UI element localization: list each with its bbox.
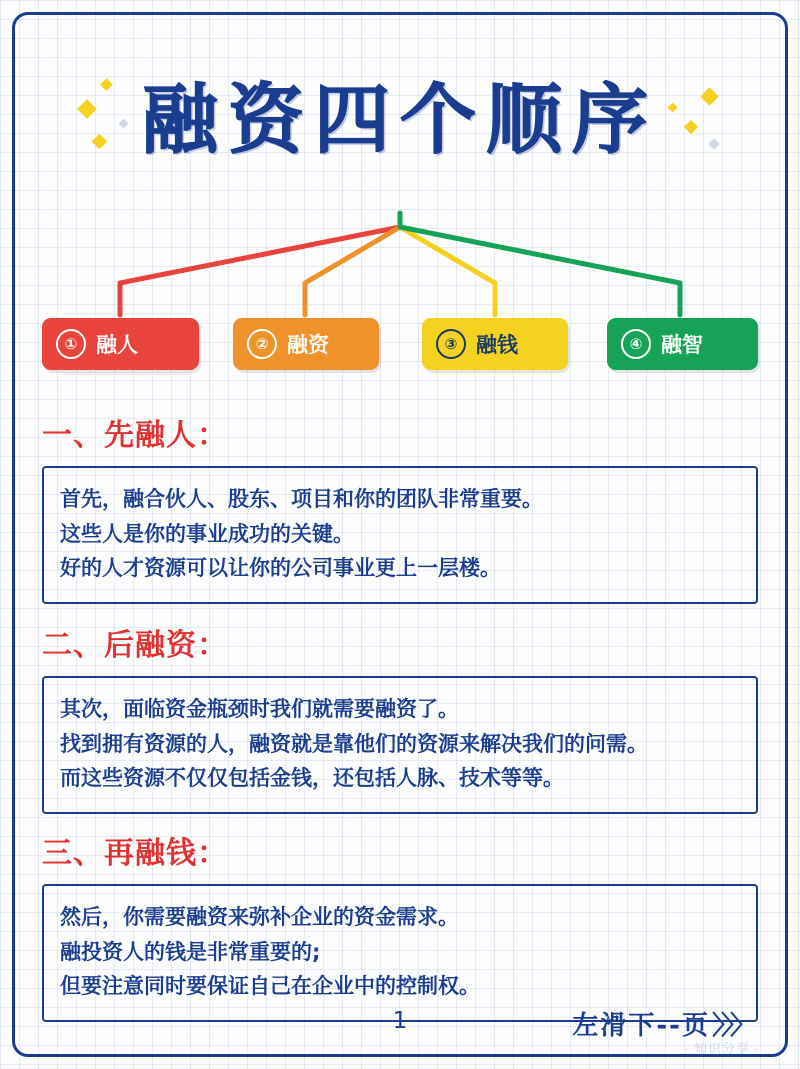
sparkle-icon bbox=[684, 120, 698, 134]
sparkle-icon bbox=[77, 99, 97, 119]
tag-number: ④ bbox=[621, 329, 651, 359]
section-3-line-1: 然后，你需要融资来弥补企业的资金需求。 bbox=[60, 905, 459, 929]
section-1-line-3: 好的人才资源可以让你的公司事业更上一层楼。 bbox=[60, 556, 501, 581]
sparkle-icon bbox=[92, 134, 108, 150]
section-2 bbox=[42, 620, 758, 814]
page-number: 1 bbox=[392, 1008, 408, 1034]
section-3-line-3: 但要注意同时要保证自己在企业中的控制权。 bbox=[60, 974, 480, 999]
sparkle-icon bbox=[668, 103, 678, 113]
tag-label: 融智 bbox=[661, 333, 703, 357]
page-title bbox=[142, 75, 658, 164]
tag-label: 融钱 bbox=[476, 333, 518, 357]
title-block bbox=[0, 75, 800, 164]
tag-1[interactable] bbox=[42, 318, 199, 370]
tag-number: ② bbox=[247, 329, 277, 359]
section-3-line-2: 融投资人的钱是非常重要的; bbox=[60, 939, 321, 964]
tag-4[interactable] bbox=[607, 318, 758, 370]
swipe-label: 左滑下--页 bbox=[572, 1011, 710, 1041]
section-2-box bbox=[42, 676, 758, 814]
tag-3[interactable] bbox=[422, 318, 568, 370]
chevron-right-icon: 〉〉〉 bbox=[711, 1011, 752, 1041]
tag-label: 融人 bbox=[96, 333, 138, 357]
section-2-line-1: 其次，面临资金瓶颈时我们就需要融资了。 bbox=[60, 697, 459, 721]
watermark: · 知识分享 · bbox=[684, 1041, 760, 1056]
section-1-line-1: 首先，融合伙人、股东、项目和你的团队非常重要。 bbox=[60, 487, 543, 511]
title-text: 融资四个顺序 bbox=[142, 75, 658, 164]
sparkle-icon bbox=[708, 138, 719, 149]
section-3 bbox=[42, 828, 758, 1022]
tag-number: ③ bbox=[436, 329, 466, 359]
section-2-heading: 二、后融资： bbox=[42, 628, 228, 663]
tag-number: ① bbox=[56, 329, 86, 359]
swipe-next-hint[interactable] bbox=[572, 1005, 752, 1042]
section-3-heading: 三、再融钱： bbox=[42, 836, 228, 871]
section-1-heading: 一、先融人： bbox=[42, 418, 228, 453]
sparkle-icon bbox=[100, 78, 113, 91]
section-3-box bbox=[42, 884, 758, 1022]
section-1 bbox=[42, 410, 758, 604]
section-1-box bbox=[42, 466, 758, 604]
branch-diagram bbox=[0, 205, 800, 380]
section-2-line-2: 找到拥有资源的人，融资就是靠他们的资源来解决我们的问需。 bbox=[60, 731, 648, 756]
tag-2[interactable] bbox=[233, 318, 379, 370]
section-2-line-3: 而这些资源不仅仅包括金钱，还包括人脉、技术等等。 bbox=[60, 766, 564, 791]
section-1-line-2: 这些人是你的事业成功的关键。 bbox=[60, 521, 354, 546]
sparkle-icon bbox=[700, 87, 718, 105]
tag-label: 融资 bbox=[287, 333, 329, 357]
sparkle-icon bbox=[119, 119, 129, 129]
